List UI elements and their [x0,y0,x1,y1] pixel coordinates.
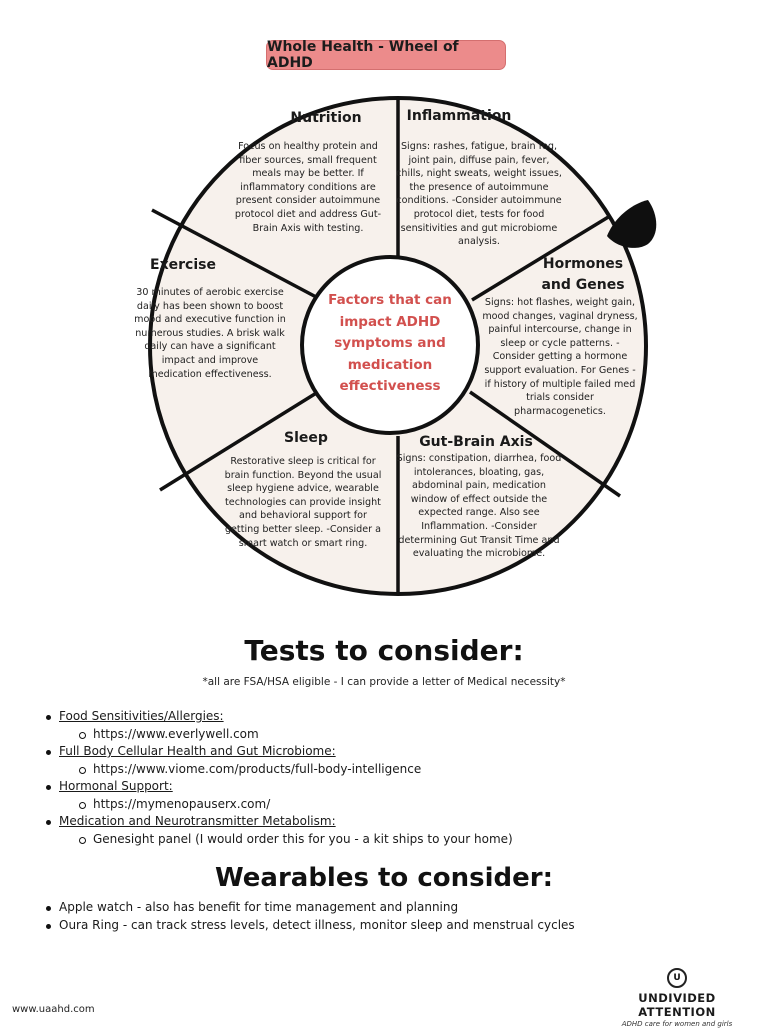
tests-heading: Tests to consider: [244,634,524,667]
tests-note: *all are FSA/HSA eligible - I can provide a letter of Medical necessity* [202,676,566,688]
test-link[interactable]: https://www.everlywell.com [59,726,513,744]
tests-list [45,708,513,848]
brand-tagline: ADHD care for women and girls [621,1020,733,1028]
segment-title-nutrition: Nutrition [290,110,362,126]
test-link[interactable]: https://www.viome.com/products/full-body-intelligence [59,761,513,779]
list-item [45,743,513,778]
test-detail: Genesight panel (I would order this for you - a kit ships to your home) [59,831,513,849]
brand-name: UNDIVIDED ATTENTION [638,991,716,1019]
segment-text-exercise: 30 minutes of aerobic exercise daily has been shown to boost mood and executive function in numerous studies. A brisk walk daily can have a significant impact and improve medication effectiveness. [134,287,286,380]
segment-title-inflammation: Inflammation [406,108,512,124]
list-item [45,778,513,813]
brand-logo-block [598,968,756,1028]
segment-title-gut-brain-axis: Gut-Brain Axis [419,434,533,450]
segment-title-exercise: Exercise [150,257,216,273]
test-label: Food Sensitivities/Allergies: [59,709,224,723]
segment-text-inflammation: Signs: rashes, fatigue, brain fog, joint pain, diffuse pain, fever, chills, night sweats, weight issues, the presence of autoimmune conditions. -Consider autoimmune protocol diet, tests for food sensitivities and gut microbiome analysis. [396,141,562,248]
segment-text-sleep: Restorative sleep is critical for brain function. Beyond the usual sleep hygiene advice, wearable technologies can provide insight and behavioral support for getting better sleep. -Consider a smart watch or smart ring. [224,456,382,549]
wheel-title: Whole Health - Wheel of ADHD [267,39,459,71]
footer-website[interactable]: www.uaahd.com [12,1004,95,1015]
segment-text-gut-brain-axis: Signs: constipation, diarrhea, food intolerances, bloating, gas, abdominal pain, medication window of effect outside the expected range. Also see Inflammation. -Consider determining Gut Transit Time and evaluating the microbiome. [396,453,562,560]
wheel-drop-marker [607,200,656,248]
test-link[interactable]: https://mymenopauserx.com/ [59,796,513,814]
wearables-list [45,899,575,934]
segment-title-hormones-genes [533,254,633,296]
list-item: Apple watch - also has benefit for time management and planning [45,899,575,917]
list-item [45,708,513,743]
wheel-center-text: Factors that can impact ADHD symptoms and medication effectiveness [328,292,452,394]
segment-text-hormones-genes: Signs: hot flashes, weight gain, mood changes, vaginal dryness, painful intercourse, change in sleep or cycle patterns. - Consider getting a hormone support evaluation. For Genes - if history of multiple failed med trials consider pharmacogenetics. [482,297,638,417]
test-label: Hormonal Support: [59,779,173,793]
segment-text-nutrition: Focus on healthy protein and fiber sources, small frequent meals may be better. If inflammatory conditions are present consider autoimmune protocol diet and address Gut-Brain Axis with testing. [234,141,382,234]
test-label: Medication and Neurotransmitter Metabolism: [59,814,336,828]
brand-u-icon: U [667,968,687,988]
segment-title-sleep: Sleep [284,430,328,446]
list-item [45,813,513,848]
wearables-heading: Wearables to consider: [215,863,553,893]
segment-title-hormones-genes-text: Hormones and Genes [541,256,625,293]
test-label: Full Body Cellular Health and Gut Microbiome: [59,744,336,758]
list-item: Oura Ring - can track stress levels, detect illness, monitor sleep and menstrual cycles [45,917,575,935]
